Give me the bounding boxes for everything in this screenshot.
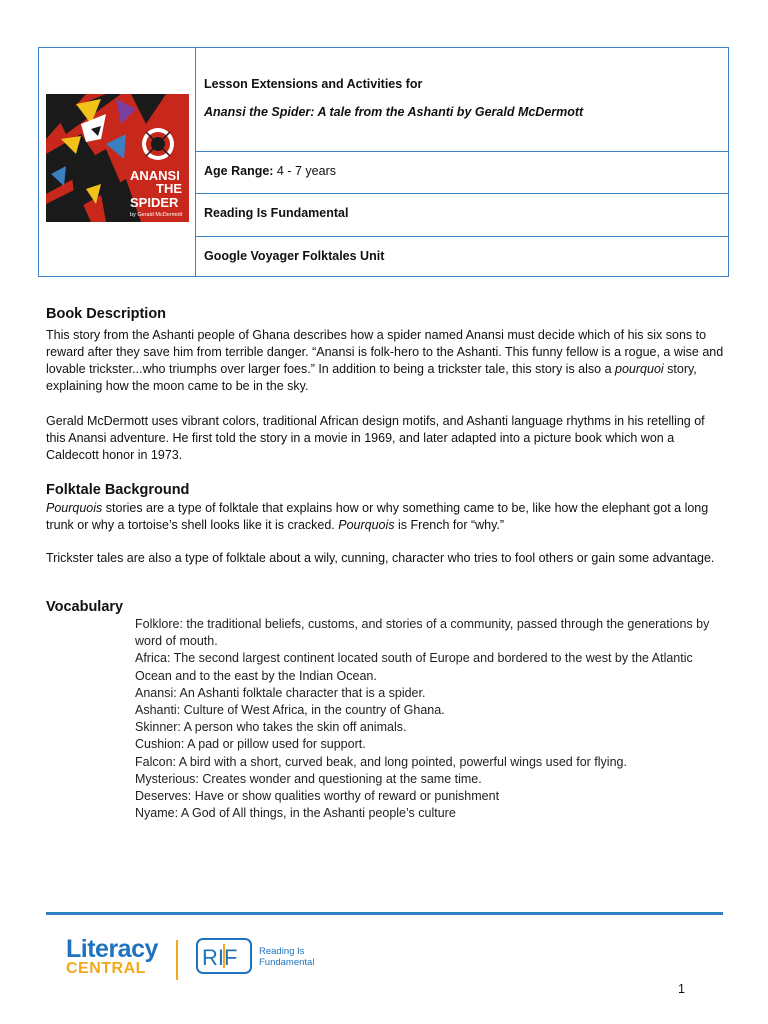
vocab-item: Falcon: A bird with a short, curved beak, and long pointed, powerful wings used for flying. <box>135 754 627 769</box>
unit-cell <box>196 237 728 278</box>
vocab-item: Africa: The second largest continent located south of Europe and bordered to the west by the Atlantic Ocean and to the east by the Indian Ocean. <box>135 651 693 683</box>
info-cells <box>196 48 728 276</box>
lesson-header-table <box>38 47 729 277</box>
cover-author: by Gerald McDermott <box>130 212 183 218</box>
cover-title-the: THE <box>156 181 182 196</box>
cover-cell <box>39 48 196 276</box>
page-number: 1 <box>678 982 685 996</box>
title-line-1: Lesson Extensions and Activities for <box>204 77 423 91</box>
logo-literacy-word: Literacy <box>66 935 158 963</box>
book-description-p1-italic: pourquoi <box>615 362 664 376</box>
vocab-item: Skinner: A person who takes the skin off animals. <box>135 720 407 735</box>
org-name: Reading Is Fundamental <box>204 206 349 220</box>
vocab-item: Mysterious: Creates wonder and questioning at the same time. <box>135 771 482 786</box>
rif-logo <box>196 938 252 974</box>
vocab-item: Nyame: A God of All things, in the Ashanti people’s culture <box>135 806 456 821</box>
folktale-background-p2: Trickster tales are also a type of folktale about a wily, cunning, character who tries to fool others or gain some advantage. <box>46 551 715 565</box>
book-description-p1 <box>46 327 726 395</box>
logo-separator <box>176 940 178 980</box>
rif-tagline <box>259 946 314 968</box>
age-range-label: Age Range: <box>204 164 274 178</box>
folktale-background-p1 <box>46 500 726 534</box>
literacy-central-logo <box>66 936 158 976</box>
age-range-cell <box>196 152 728 194</box>
vocab-item: Folklore: the traditional beliefs, customs, and stories of a community, passed through the generations by word of mouth. <box>135 617 710 649</box>
book-description-p1-text: This story from the Ashanti people of Ghana describes how a spider named Anansi must decide which of his six sons to reward after they save him from terrible danger. “Anansi is folk-hero to the Ashanti. This funny fellow is a rogue, a wise and lovable trickster...who triumphs over larger foes.” In addition to being a trickster tale, this story is also a <box>46 328 724 376</box>
book-cover-image <box>46 94 189 222</box>
unit-name: Google Voyager Folktales Unit <box>204 249 385 263</box>
book-description-p2: Gerald McDermott uses vibrant colors, traditional African design motifs, and Ashanti language rhythms in his retelling of this Anansi adventure. He first told the story in a movie in 1969, and later adapted into a picture book which won a Caldecott honor in 1973. <box>46 414 705 462</box>
folktale-background-p1-text: stories are a type of folktale that explains how or why something came to be, like how the elephant got a long trunk or why a tortoise’s shell looks like it is cracked. <box>46 501 709 532</box>
title-cell <box>196 48 728 152</box>
age-range-value: 4 - 7 years <box>273 164 336 178</box>
vocab-item: Deserves: Have or show qualities worthy of reward or punishment <box>135 789 500 804</box>
footer-divider <box>46 912 723 915</box>
cover-title-anansi: ANANSI <box>130 168 180 183</box>
pourquois-italic-a: Pourquois <box>46 501 103 515</box>
logo-central-word: CENTRAL <box>66 960 146 977</box>
vocab-item: Ashanti: Culture of West Africa, in the country of Ghana. <box>135 703 445 718</box>
folktale-background-p1-end: is French for “why.” <box>394 518 505 532</box>
folktale-background-heading: Folktale Background <box>46 482 190 498</box>
book-description-heading: Book Description <box>46 306 167 322</box>
vocabulary-heading: Vocabulary <box>46 599 124 615</box>
pourquois-italic-b: Pourquois <box>338 518 395 532</box>
vocab-item: Cushion: A pad or pillow used for support. <box>135 737 366 752</box>
rif-tagline-line1: Reading Is <box>259 946 305 957</box>
title-line-2: Anansi the Spider: A tale from the Ashanti by Gerald McDermott <box>204 105 584 119</box>
rif-tagline-line2: Fundamental <box>259 957 315 968</box>
age-range <box>204 164 336 178</box>
vocab-item: Anansi: An Ashanti folktale character that is a spider. <box>135 685 426 700</box>
rif-letters: RIF <box>202 945 238 970</box>
cover-title-spider: SPIDER <box>130 195 179 210</box>
book-description-p1-end: story, explaining how the moon came to be in the sky. <box>46 362 697 393</box>
org-cell <box>196 194 728 237</box>
vocabulary-list <box>135 616 725 822</box>
